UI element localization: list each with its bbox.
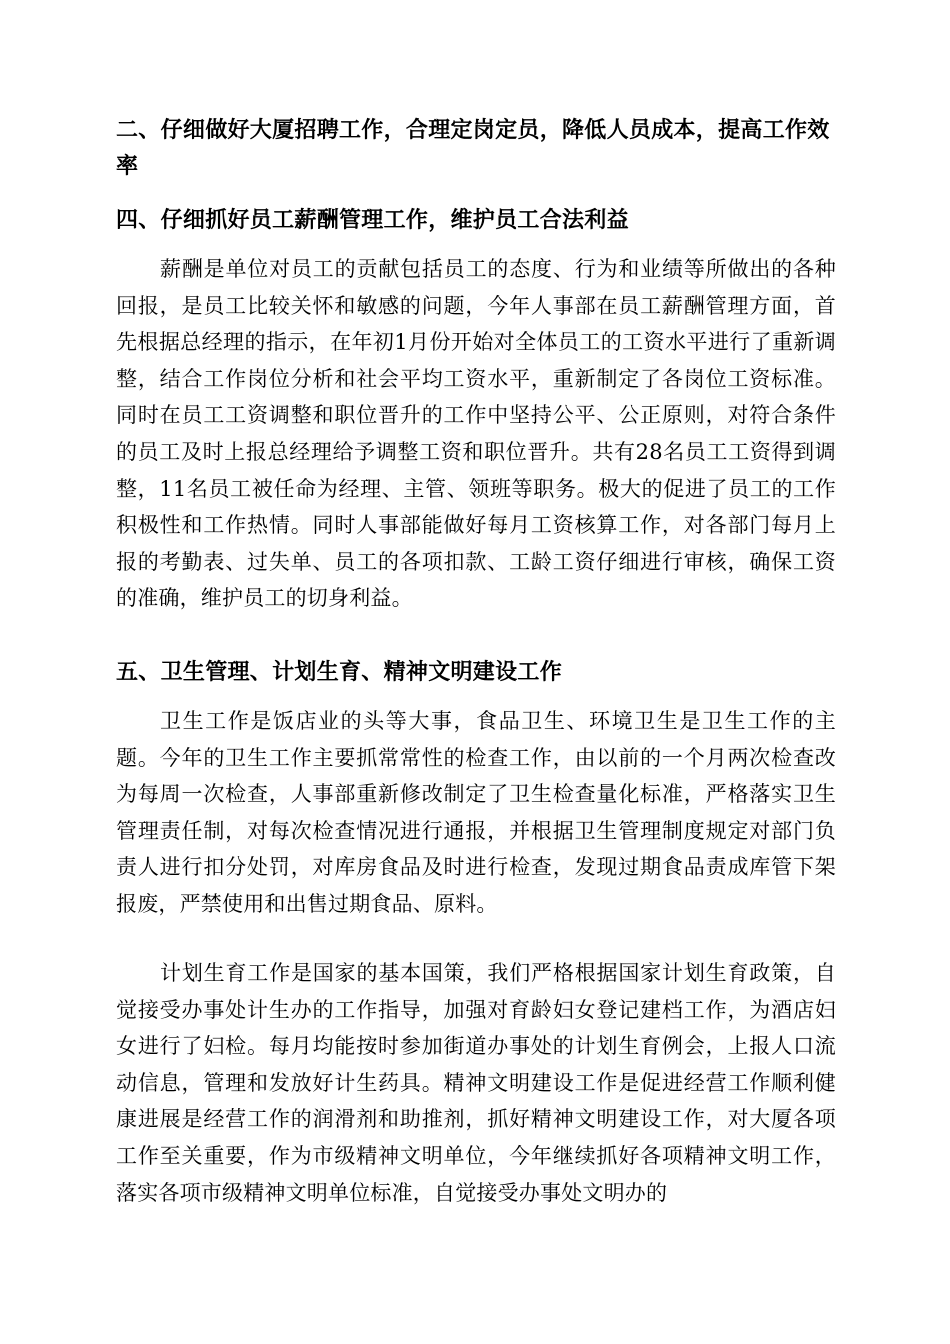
paragraph-salary: 薪酬是单位对员工的贡献包括员工的态度、行为和业绩等所做出的各种回报，是员工比较关怀和敏感的问题，今年人事部在员工薪酬管理方面，首先根据总经理的指示，在年初1月份开始对全体员工的工资水平进行了重新调整，结合工作岗位分析和社会平均工资水平，重新制定了各岗位工资标准。同时在员工工资调整和职位晋升的工作中坚持公平、公正原则，对符合条件的员工及时上报总经理给予调整工资和职位晋升。共有28名员工工资得到调整，11名员工被任命为经理、主管、领班等职务。极大的促进了员工的工作积极性和工作热情。同时人事部能做好每月工资核算工作，对各部门每月上报的考勤表、过失单、员工的各项扣款、工龄工资仔细进行审核，确保工资的准确，维护员工的切身利益。 (116, 257, 836, 611)
section-heading-salary: 四、仔细抓好员工薪酬管理工作，维护员工合法利益 (116, 208, 629, 233)
paragraph-hygiene: 卫生工作是饭店业的头等大事，食品卫生、环境卫生是卫生工作的主题。今年的卫生工作主要抓常常性的检查工作，由以前的一个月两次检查改为每周一次检查，人事部重新修改制定了卫生检查量化标准，严格落实卫生管理责任制，对每次检查情况进行通报，并根据卫生管理制度规定对部门负责人进行扣分处罚，对库房食品及时进行检查，发现过期食品责成库管下架报废，严禁使用和出售过期食品、原料。 (116, 709, 836, 916)
section-heading-recruitment: 二、仔细做好大厦招聘工作，合理定岗定员，降低人员成本，提高工作效率 (116, 118, 830, 179)
paragraph-family-planning: 计划生育工作是国家的基本国策，我们严格根据国家计划生育政策，自觉接受办事处计生办的工作指导，加强对育龄妇女登记建档工作，为酒店妇女进行了妇检。每月均能按时参加街道办事处的计划生育例会，上报人口流动信息，管理和发放好计生药具。精神文明建设工作是促进经营工作顺利健康进展是经营工作的润滑剂和助推剂，抓好精神文明建设工作，对大厦各项工作至关重要，作为市级精神文明单位，今年继续抓好各项精神文明工作，落实各项市级精神文明单位标准，自觉接受办事处文明办的 (116, 961, 836, 1205)
section-heading-hygiene: 五、卫生管理、计划生育、精神文明建设工作 (116, 660, 563, 685)
